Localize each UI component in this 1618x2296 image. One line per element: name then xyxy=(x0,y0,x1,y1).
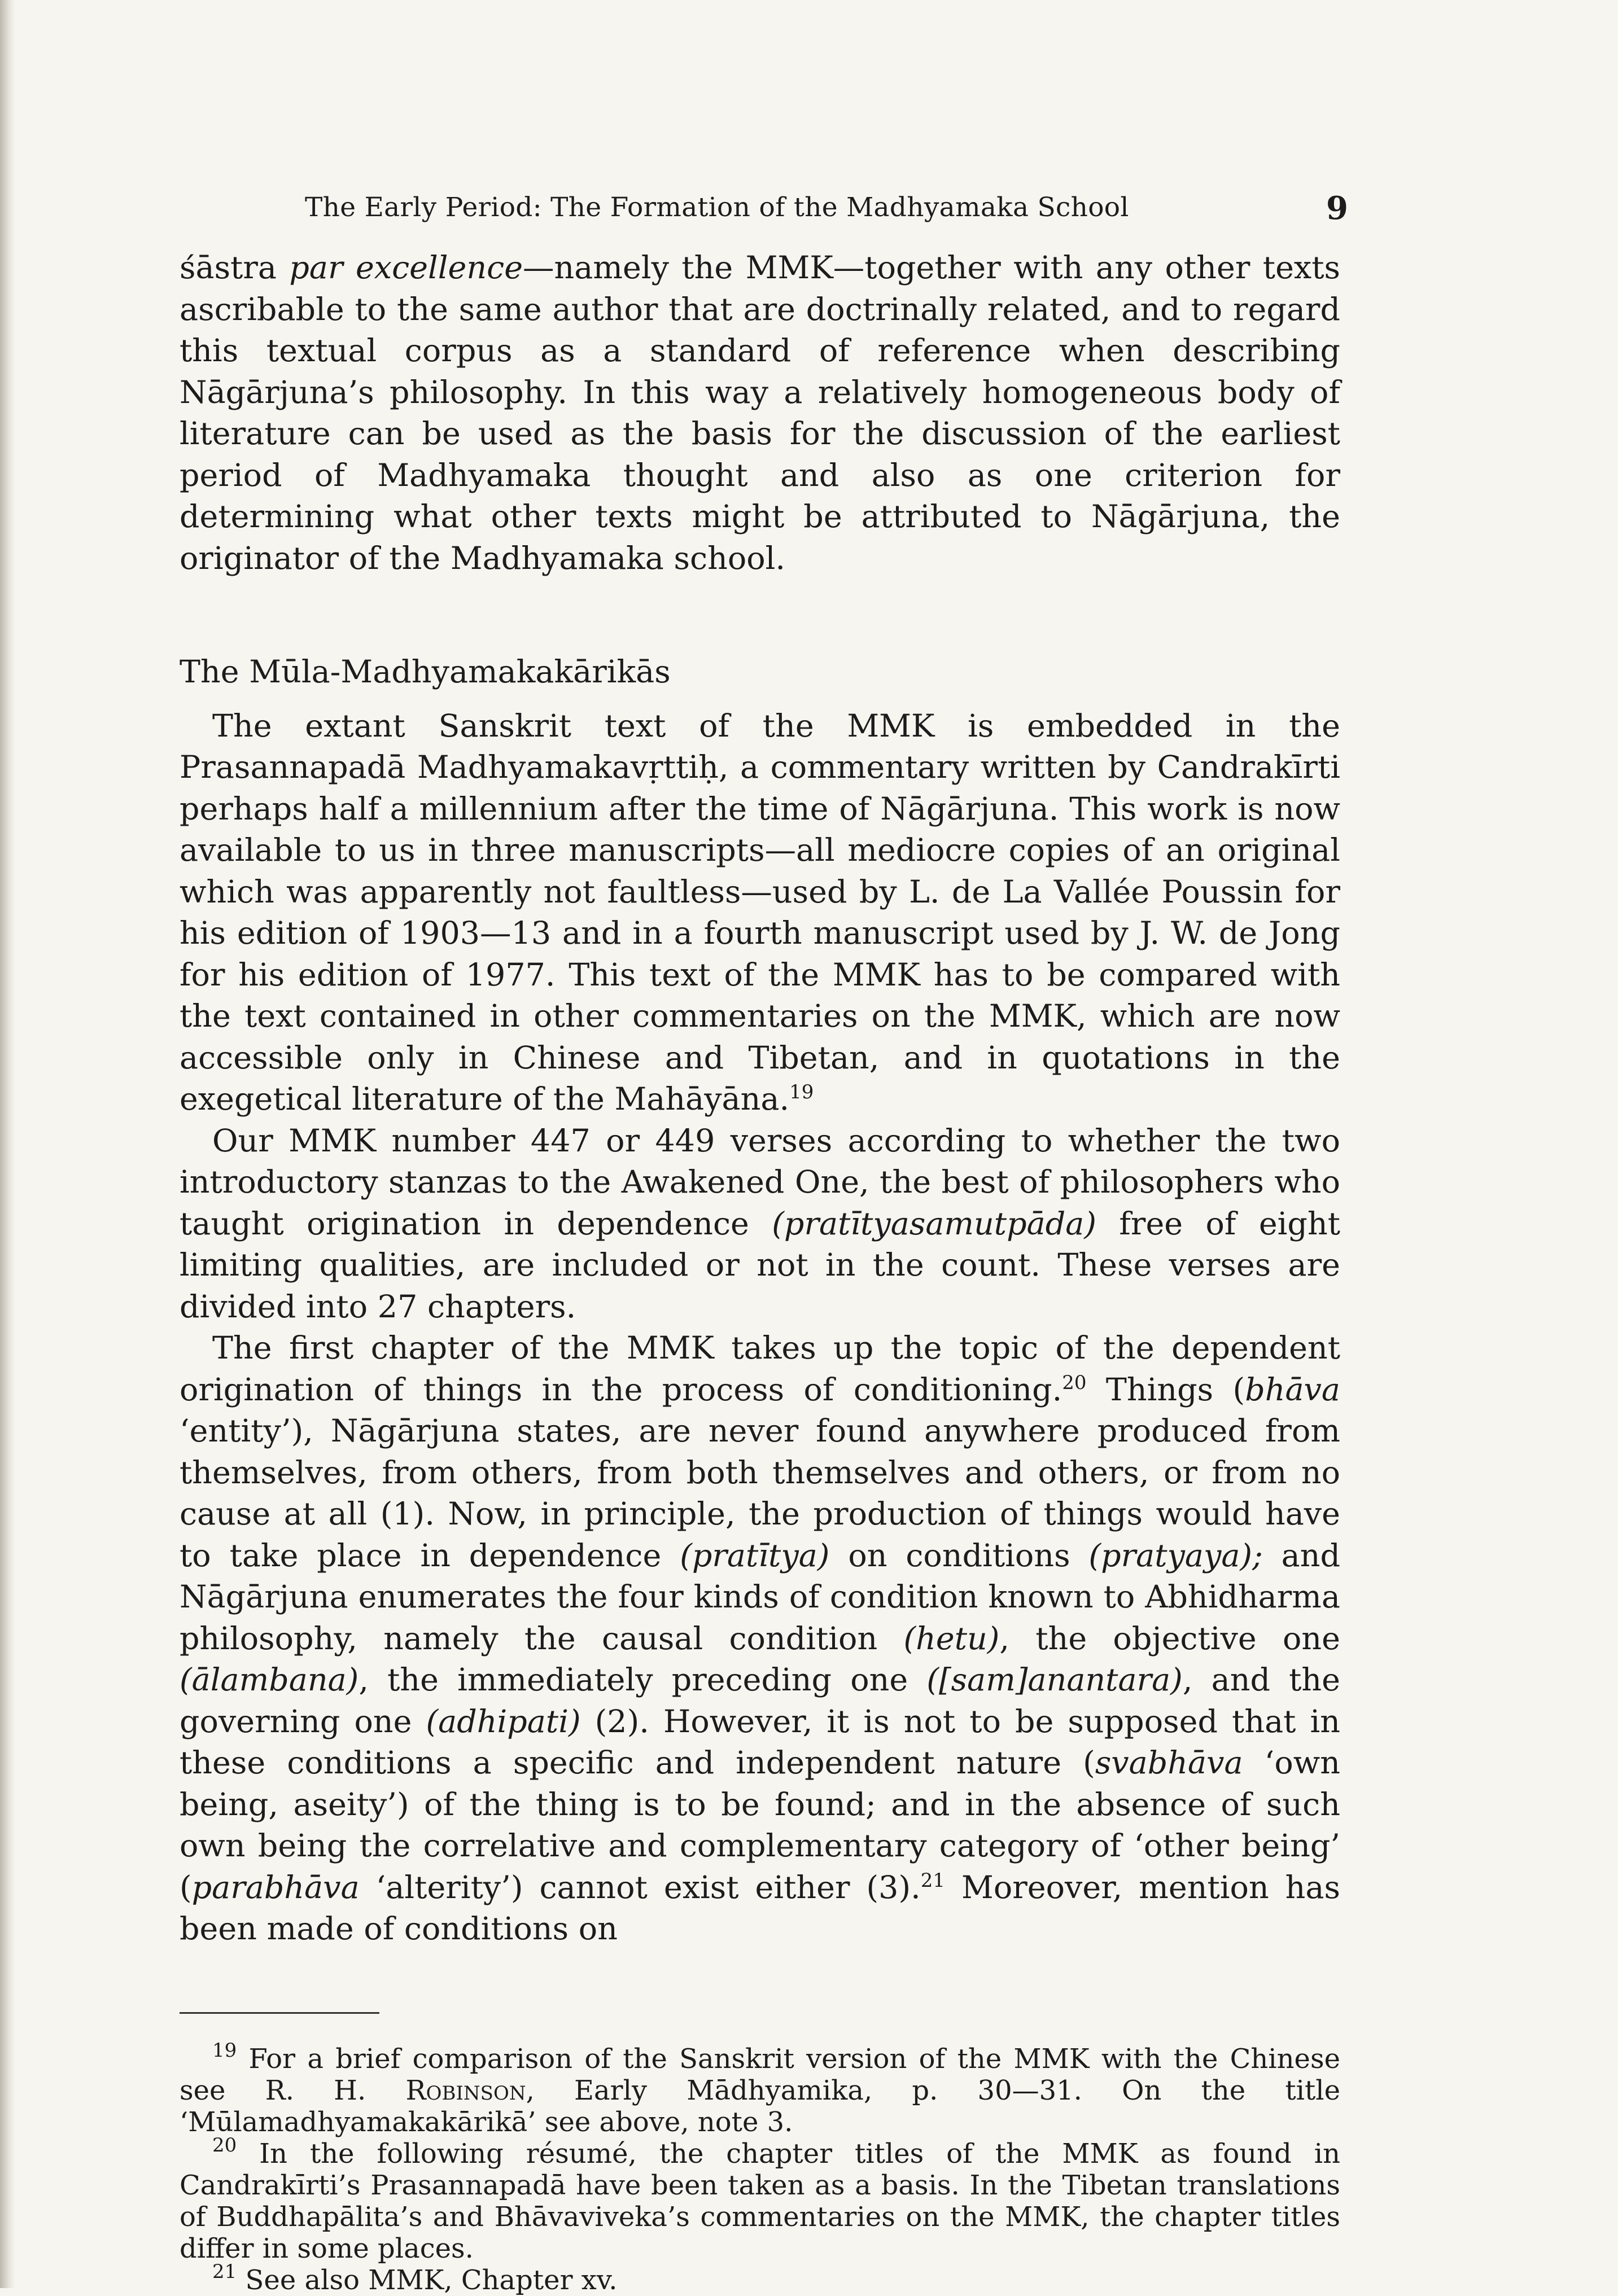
running-title: The Early Period: The Formation of the Madhyamaka School xyxy=(305,192,1129,223)
section-heading: The Mūla-Madhyamakakārikās xyxy=(180,654,671,690)
footnote-ref[interactable]: 19 xyxy=(789,1081,814,1103)
paragraph: The extant Sanskrit text of the MMK is embedded in the Prasannapadā Madhyamakavṛttiḥ, a commentary written by Candrakīrti perhaps half a millennium after the time of Nāgārjuna. This work is now available to us in three manuscripts—all mediocre copies of an original which was apparently not faultless—used by L. de La Vallée Poussin for his edition of 1903—13 and in a fourth manuscript used by J. W. de Jong for his edition of 1977. This text of the MMK has to be compared with the text contained in other commentaries on the MMK, which are now accessible only in Chinese and Tibetan, and in quotations in the exegetical literature of the Mahāyāna.$^{19}$ xyxy=(180,707,1340,1118)
footnote-20: $^{20}$ In the following résumé, the chapter titles of the MMK as found in Candrakīrti’s Prasannapadā have been taken as a basis. In the Tibetan translations of Buddhapālita’s and Bhāvaviveka’s commentaries on the MMK, the chapter titles differ in some places. xyxy=(180,2133,1340,2264)
footnote-21: $^{21}$ See also MMK, Chapter xv. xyxy=(212,2260,618,2296)
paragraph: Our MMK number 447 or 449 verses according to whether the two introductory stanzas to the Awakened One, the best of philosophers who taught origination in dependence (pratītyasamutpāda) free of eight limiting qualities, are included or not in the count. These verses are divided into 27 chapters. xyxy=(180,1122,1341,1325)
footnote-ref[interactable]: 20 xyxy=(1062,1371,1087,1394)
footnote-19: $^{19}$ For a brief comparison of the Sanskrit version of the MMK with the Chinese see R. H. Robinson, Early Mādhyamika, p. 30—31. On the title ‘Mūlamadhyamakakārikā’ see above, note 3. xyxy=(180,2039,1341,2138)
footnote-divider xyxy=(180,2012,379,2014)
paragraph: The first chapter of the MMK takes up the topic of the dependent origination of things in the process of conditioning.$^{20}$ Things (bhāva ‘entity’), Nāgārjuna states, are never found anywhere produced from themselves, from others, from both themselves and others, or from no cause at all (1). Now, in principle, the production of things would have to take place in dependence (pratītya) on conditions (pratyaya); and Nāgārjuna enumerates the four kinds of condition known to Abhidharma philosophy, namely the causal condition (hetu), the objective one (ālambana), the immediately preceding one ([sam]anantara), and the governing one (adhipati) (2). However, it is not to be supposed that in these conditions a specific and independent nature (svabhāva ‘own being, aseity’) of the thing is to be found; and in the absence of such own being the correlative and complementary category of ‘other being’ (parabhāva ‘alterity’) cannot exist either (3).$^{21}$ Moreover, mention has been made of conditions on xyxy=(180,1330,1340,1947)
book-spine-shadow xyxy=(0,0,15,2288)
paragraph-continuation: śāstra par excellence—namely the MMK—together with any other texts ascribable to the same author that are doctrinally related, and to regard this textual corpus as a standard of reference when describing Nāgārjuna’s philosophy. In this way a relatively homogeneous body of literature can be used as the basis for the discussion of the earliest period of Madhyamaka thought and also as one criterion for determining what other texts might be attributed to Nāgārjuna, the originator of the Madhyamaka school. xyxy=(180,249,1340,577)
running-header xyxy=(180,190,1348,237)
page xyxy=(180,190,1348,2296)
main-text xyxy=(180,247,1340,1950)
footnote-ref[interactable]: 21 xyxy=(920,1869,946,1892)
footnotes xyxy=(180,2039,1341,2296)
page-number: 9 xyxy=(1326,190,1348,227)
